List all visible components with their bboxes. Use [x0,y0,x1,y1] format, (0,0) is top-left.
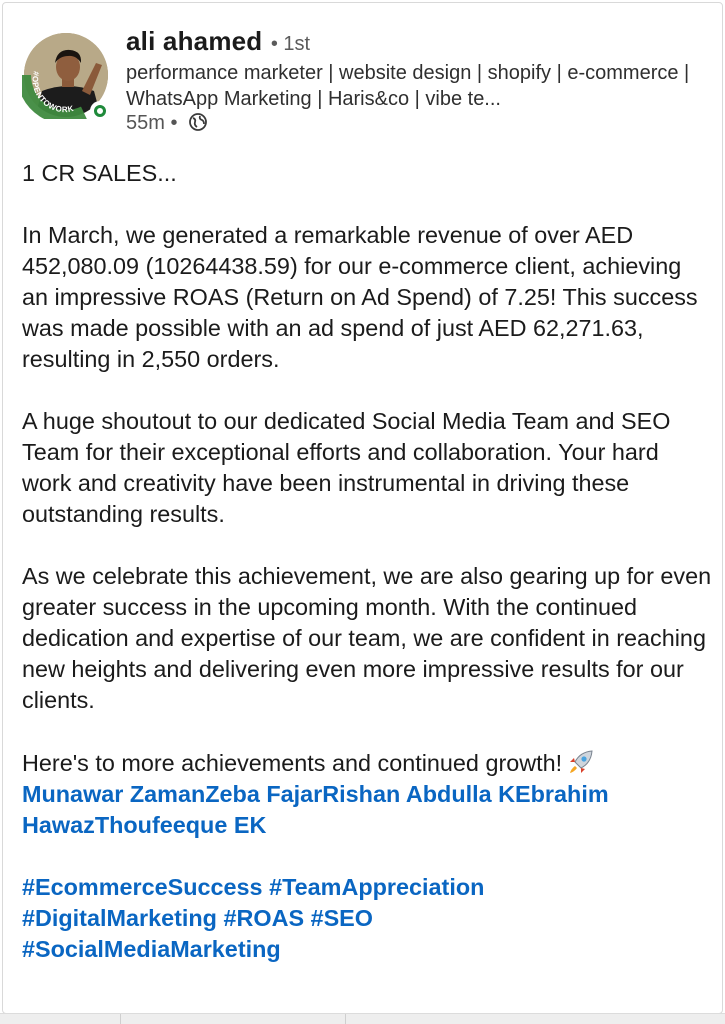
author-headline[interactable]: performance marketer | website design | shopify | e-commerce | WhatsApp Marketing | Haris&co | vibe te... [126,62,690,110]
connection-degree: • 1st [270,33,311,55]
post-paragraph-1: In March, we generated a remarkable revenue of over AED 452,080.09 (10264438.59) for our e-commerce client, achieving an impressive ROAS (Return on Ad Spend) of 7.25! This success was made possible with an ad spend of just AED 62,271.63, resulting in 2,550 orders. [22,222,698,372]
post-paragraph-2: A huge shoutout to our dedicated Social Media Team and SEO Team for their exceptional efforts and collaboration. Your hard work and creativity have been instrumental in driving these outstanding results. [22,408,671,527]
hashtag-link[interactable]: #TeamAppreciation [269,874,485,900]
hashtag-link[interactable]: #SEO [310,905,373,931]
post-title: 1 CR SALES... [22,160,177,186]
mention-link[interactable]: Rishan Abdulla K [322,781,516,807]
mention-link[interactable]: Thoufeeque EK [94,812,267,838]
post-body [22,158,712,996]
author-name[interactable]: ali ahamed [126,26,263,56]
mention-link[interactable]: Zeba Fajar [205,781,323,807]
closing-block [22,747,712,841]
post-paragraph-3: As we celebrate this achievement, we are also gearing up for even greater success in the upcoming month. With the continued dedication and expertise of our team, we are confident in reaching new heights and delivering even more impressive results for our clients. [22,563,712,713]
hashtag-block [22,872,712,965]
mention-link[interactable]: Munawar Zaman [22,781,206,807]
globe-icon [189,113,207,131]
bottom-strip [0,1013,725,1024]
hashtag-link[interactable]: #SocialMediaMarketing [22,936,281,962]
hashtag-link[interactable]: #DigitalMarketing [22,905,217,931]
post-header [22,28,702,138]
closing-text: Here's to more achievements and continued growth! [22,750,563,776]
otw-badge-text: #OPENTOWORK [30,70,75,115]
online-status-icon [90,101,110,121]
post-time: 55m • [126,112,178,134]
mention-link[interactable]: Ebrahim Hawaz [22,781,609,838]
hashtag-link[interactable]: #EcommerceSuccess [22,874,263,900]
post-meta [126,112,207,135]
hashtag-link[interactable]: #ROAS [223,905,305,931]
rocket-icon [566,747,596,777]
